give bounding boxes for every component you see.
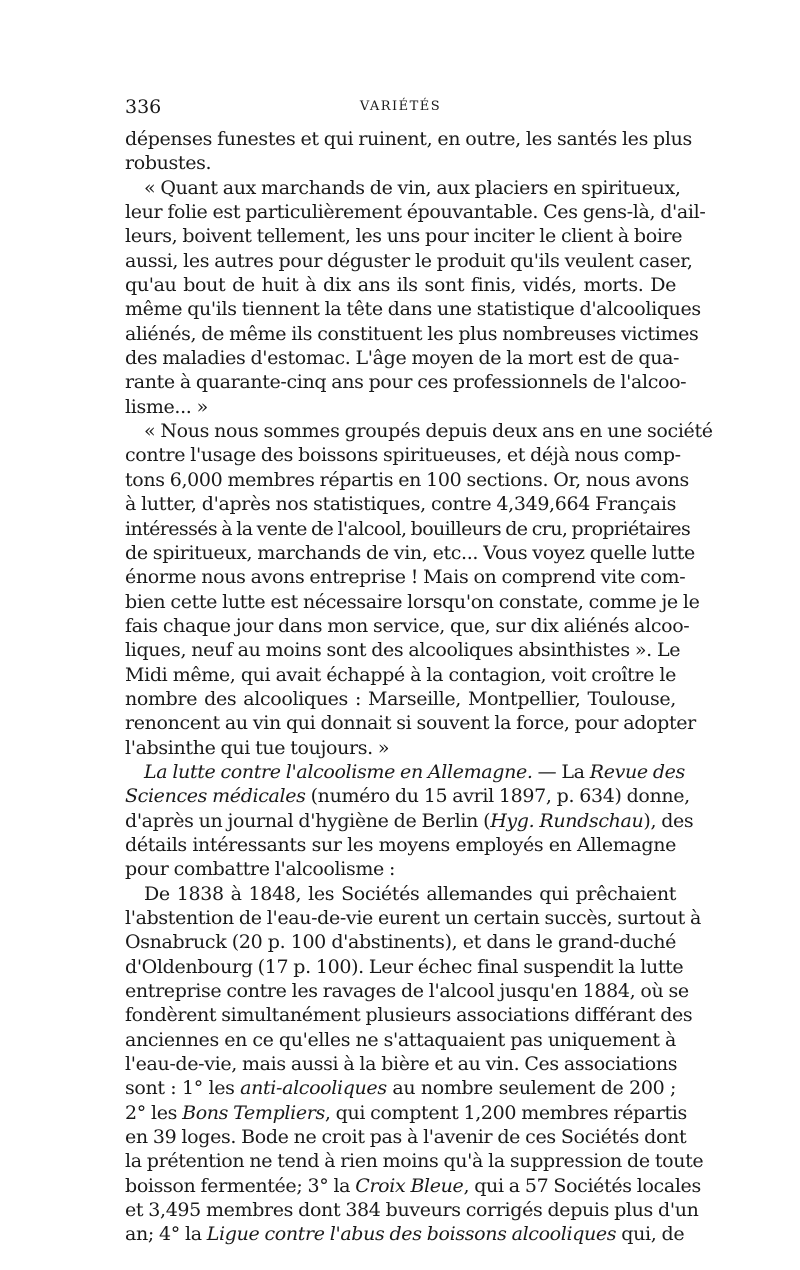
text-run: , qui a 57 Sociétés locales xyxy=(463,1174,701,1197)
text-line: l'absinthe qui tue toujours. » xyxy=(125,736,390,759)
text-run: (numéro du 15 avril 1897, p. 634) donne, xyxy=(305,785,690,808)
text-line: anciennes en ce qu'elles ne s'attaquaient pas uniquement à xyxy=(125,1028,676,1051)
italic-run: anti-alcooliques xyxy=(240,1077,387,1100)
text-line: détails intéressants sur les moyens employés en Allemagne xyxy=(125,833,676,856)
text-line xyxy=(125,809,694,833)
text-line: lisme... » xyxy=(125,395,208,418)
text-line xyxy=(125,1174,701,1198)
text-line: Midi même, qui avait échappé à la contagion, voit croître le xyxy=(125,663,676,686)
text-line: liques, neuf au moins sont des alcooliques absinthistes ». Le xyxy=(125,639,681,662)
text-line xyxy=(125,1101,687,1125)
text-line xyxy=(125,784,690,808)
text-line: bien cette lutte est nécessaire lorsqu'on constate, comme je le xyxy=(125,590,700,613)
text-line: aliénés, de même ils constituent les plus nombreuses victimes xyxy=(125,322,699,345)
text-line: tons 6,000 membres répartis en 100 sections. Or, nous avons xyxy=(125,468,689,491)
text-line: la prétention ne tend à rien moins qu'à la suppression de toute xyxy=(125,1150,704,1173)
text-line: fais chaque jour dans mon service, que, sur dix aliénés alcoo- xyxy=(125,614,690,637)
text-run: , qui comptent 1,200 membres répartis xyxy=(324,1101,687,1124)
text-line: pour combattre l'alcoolisme : xyxy=(125,858,396,881)
text-line: de spiritueux, marchands de vin, etc... Vous voyez quelle lutte xyxy=(125,541,695,564)
text-line: robustes. xyxy=(125,152,212,175)
text-line: dépenses funestes et qui ruinent, en outre, les santés les plus xyxy=(125,128,692,150)
text-line: leurs, boivent tellement, les uns pour inciter le client à boire xyxy=(125,225,683,248)
text-line: fondèrent simultanément plusieurs associations différant des xyxy=(125,1004,693,1027)
text-line: qu'au bout de huit à dix ans ils sont finis, vidés, morts. De xyxy=(125,274,676,297)
text-line: rante à quarante-cinq ans pour ces professionnels de l'alcoo- xyxy=(125,371,687,394)
text-line xyxy=(125,760,685,784)
text-line: renoncent au vin qui donnait si souvent la force, pour adopter xyxy=(125,712,696,735)
page-number: 336 xyxy=(125,96,162,118)
text-run: an; 4° la xyxy=(125,1223,207,1246)
italic-run: Revue des xyxy=(589,760,685,783)
text-run: 2° les xyxy=(125,1101,183,1124)
text-line: entreprise contre les ravages de l'alcool jusqu'en 1884, où se xyxy=(125,980,689,1003)
text-line xyxy=(125,1222,685,1246)
text-run: boisson fermentée; 3° la xyxy=(125,1174,356,1197)
running-title: VARIÉTÉS xyxy=(359,99,442,114)
text-line: l'abstention de l'eau-de-vie eurent un certain succès, surtout à xyxy=(125,907,702,929)
text-line: « Quant aux marchands de vin, aux placiers en spiritueux, xyxy=(144,176,681,199)
italic-run: Croix Bleue xyxy=(355,1174,464,1197)
text-line: l'eau-de-vie, mais aussi à la bière et au vin. Ces associations xyxy=(125,1053,678,1076)
text-line: leur folie est particulièrement épouvantable. Ces gens-là, d'ail- xyxy=(125,201,706,224)
text-line: « Nous nous sommes groupés depuis deux ans en une société xyxy=(144,420,713,443)
italic-run: Hyg. Rundschau xyxy=(490,809,644,832)
text-line: et 3,495 membres dont 384 buveurs corrigés depuis plus d'un xyxy=(125,1199,699,1222)
text-line: d'Oldenbourg (17 p. 100). Leur échec final suspendit la lutte xyxy=(125,955,684,978)
text-run: d'après un journal d'hygiène de Berlin ( xyxy=(125,809,491,832)
text-line: aussi, les autres pour déguster le produit qu'ils veulent caser, xyxy=(125,249,693,272)
text-line: même qu'ils tiennent la tête dans une statistique d'alcooliques xyxy=(125,298,701,321)
text-line: en 39 loges. Bode ne croit pas à l'avenir de ces Sociétés dont xyxy=(125,1126,687,1149)
text-run: au nombre seulement de 200 ; xyxy=(386,1077,676,1100)
text-line: Osnabruck (20 p. 100 d'abstinents), et dans le grand-duché xyxy=(125,931,676,954)
text-line: De 1838 à 1848, les Sociétés allemandes qui prêchaient xyxy=(144,882,676,905)
text-run: — La xyxy=(532,760,590,783)
text-line: contre l'usage des boissons spiritueuses, et déjà nous comp- xyxy=(125,444,681,467)
italic-run: La lutte contre l'alcoolisme en Allemagne. xyxy=(144,760,533,783)
italic-run: Sciences médicales xyxy=(125,785,306,808)
italic-run: Ligue contre l'abus des boissons alcooliques xyxy=(206,1223,617,1246)
text-run: qui, de xyxy=(616,1223,685,1246)
text-line xyxy=(125,1076,676,1100)
text-line: à lutter, d'après nos statistiques, contre 4,349,664 Français xyxy=(125,493,676,516)
italic-run: Bons Templiers xyxy=(182,1101,325,1124)
body-text xyxy=(125,127,713,1247)
text-line: nombre des alcooliques : Marseille, Montpellier, Toulouse, xyxy=(125,687,676,710)
text-run: sont : 1° les xyxy=(125,1077,241,1100)
text-line: des maladies d'estomac. L'âge moyen de la mort est de qua- xyxy=(125,347,680,370)
text-run: ), des xyxy=(643,809,694,832)
text-line: énorme nous avons entreprise ! Mais on comprend vite com- xyxy=(125,566,686,589)
page-header xyxy=(125,96,676,120)
text-line: intéressés à la vente de l'alcool, bouilleurs de cru, propriétaires xyxy=(125,517,691,540)
